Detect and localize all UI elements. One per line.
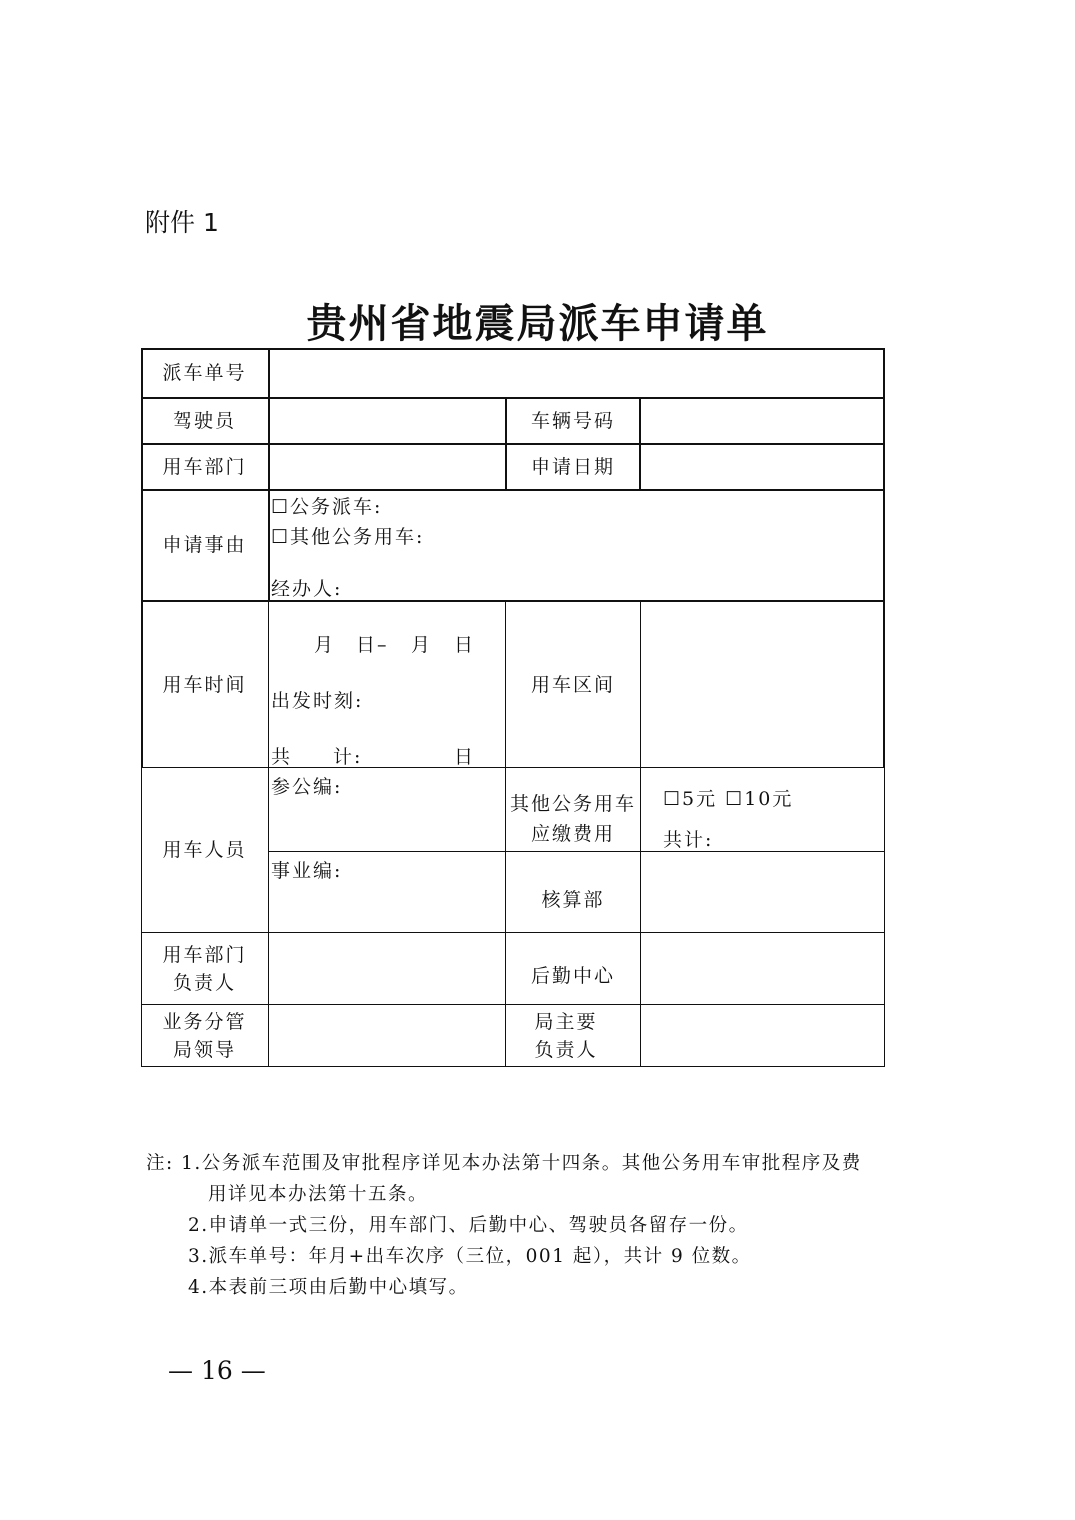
note-1-continuation: 用详见本办法第十五条。 [208,1184,429,1205]
logistics-center-label: 后勤中心 [530,965,615,987]
passengers-label: 用车人员 [162,839,247,861]
accounting-label: 核算部 [541,889,605,911]
fee-label-line2: 应缴费用 [530,823,615,845]
business-leader-line2: 局领导 [172,1038,236,1061]
table-border-bottom [141,1066,885,1067]
time-range-month-end: 月 [411,634,433,656]
fee-label-line1: 其他公务用车 [509,793,636,815]
chief-line1: 局主要 [534,1010,598,1033]
accounting-field[interactable] [642,853,884,932]
time-range-day-end: 日 [454,634,476,656]
dept-field[interactable] [270,445,505,489]
dispatch-application-form [141,348,885,1068]
logistics-center-field[interactable] [642,933,884,1004]
driver-label: 驾驶员 [172,410,236,432]
form-title: 贵州省地震局派车申请单 [306,300,769,347]
table-rule [268,851,885,852]
institution-label: 事业编: [271,860,343,882]
table-rule [640,600,641,1067]
business-leader-line1: 业务分管 [162,1010,247,1033]
fee-options-checkboxes[interactable]: ☐5元 ☐10元 [663,788,794,810]
dept-head-line2: 负责人 [172,971,236,994]
apply-date-field[interactable] [641,445,883,489]
other-official-car-fee-label [506,788,640,850]
dept-head-label [141,933,268,1004]
dept-head-line1: 用车部门 [162,943,247,966]
notes [146,1148,862,1303]
chief-field[interactable] [642,1005,884,1066]
table-border-right [884,767,885,1067]
business-leader-label [141,1005,268,1066]
civil-servant-label: 参公编: [271,776,343,798]
notes-prefix: 注: [146,1153,174,1174]
time-range-day-start: 日– [356,634,389,656]
note-item-1 [146,1148,862,1179]
dept-label: 用车部门 [162,456,247,478]
total-days-unit: 日 [454,746,476,768]
route-field[interactable] [642,602,883,767]
total-days-label: 共 [271,746,293,768]
dispatch-no-label: 派车单号 [162,362,247,384]
time-range-month-start: 月 [314,634,336,656]
departure-label: 出发时刻: [271,690,364,712]
attachment-label: 附件 1 [145,208,219,237]
vehicle-no-label: 车辆号码 [530,410,615,432]
reason-other-checkbox[interactable]: ☐其他公务用车: [271,526,425,548]
vehicle-no-field[interactable] [641,399,883,443]
business-leader-field[interactable] [269,1005,505,1066]
note-1-line-1: 1.公务派车范围及审批程序详见本办法第十四条。其他公务用车审批程序及费 [181,1153,862,1174]
dept-head-field[interactable] [269,933,505,1004]
dispatch-no-field[interactable] [270,350,883,397]
route-label: 用车区间 [530,673,615,696]
note-item-2: 2.申请单一式三份，用车部门、后勤中心、驾驶员各留存一份。 [188,1215,749,1236]
reason-official-checkbox[interactable]: ☐公务派车: [271,496,383,518]
note-item-4: 4.本表前三项由后勤中心填写。 [188,1277,469,1298]
driver-field[interactable] [270,399,505,443]
page-number: — 16 — [168,1356,266,1385]
chief-label [506,1005,626,1066]
chief-line2: 负责人 [534,1038,598,1061]
fee-total-label: 共计: [663,829,714,851]
total-days-label-2: 计: [333,746,363,768]
reason-label: 申请事由 [162,534,247,556]
handler-label: 经办人: [271,578,343,600]
time-label: 用车时间 [162,673,247,696]
table-border-right [883,348,885,768]
note-item-3: 3.派车单号：年月+出车次序（三位，001 起），共计 9 位数。 [188,1246,752,1267]
apply-date-label: 申请日期 [530,456,615,478]
